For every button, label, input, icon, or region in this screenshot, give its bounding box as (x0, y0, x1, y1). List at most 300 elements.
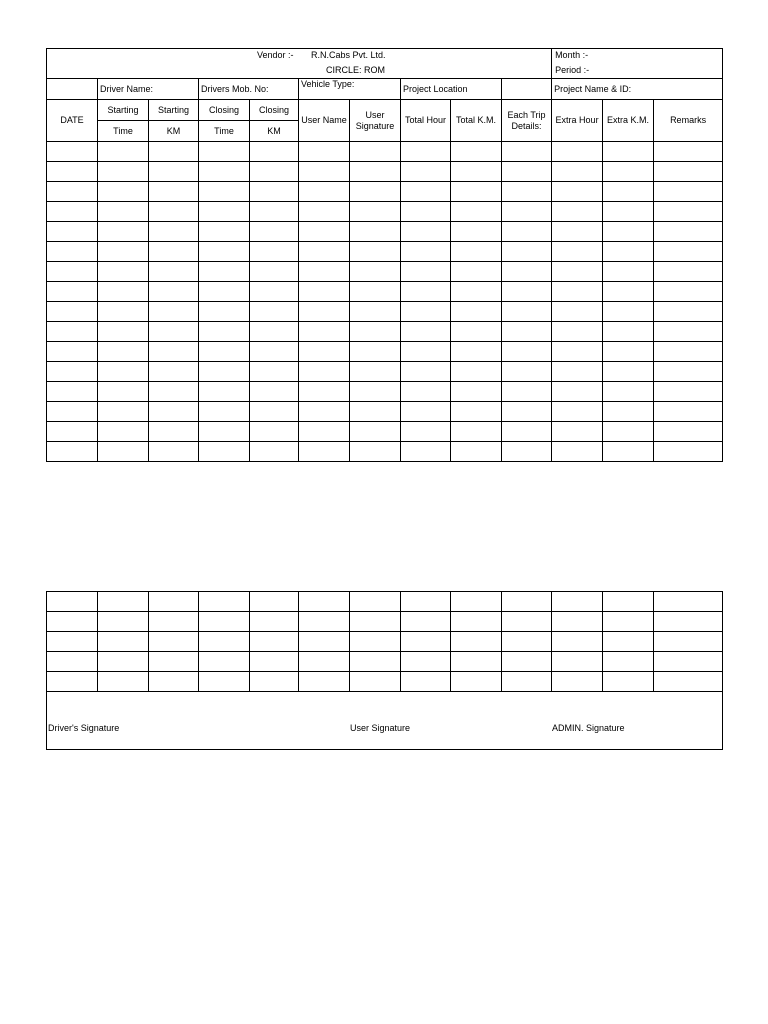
table-cell[interactable] (299, 442, 350, 462)
total-hour-header: Total Hour (401, 100, 451, 142)
table-cell[interactable] (47, 322, 98, 342)
table-cell[interactable] (603, 182, 654, 202)
table-cell[interactable] (199, 202, 250, 222)
table-cell[interactable] (98, 342, 149, 362)
table-cell[interactable] (98, 322, 149, 342)
table-row (47, 672, 723, 692)
table-cell[interactable] (552, 382, 603, 402)
table-cell[interactable] (451, 592, 502, 612)
table-cell[interactable] (350, 442, 401, 462)
table-cell[interactable] (552, 282, 603, 302)
table-cell[interactable] (199, 632, 250, 652)
table-cell[interactable] (149, 362, 199, 382)
table-cell[interactable] (401, 382, 451, 402)
table-cell[interactable] (149, 342, 199, 362)
table-cell[interactable] (98, 182, 149, 202)
table-cell[interactable] (199, 322, 250, 342)
table-cell[interactable] (98, 142, 149, 162)
table-cell[interactable] (149, 182, 199, 202)
table-cell[interactable] (401, 402, 451, 422)
table-cell[interactable] (654, 322, 723, 342)
table-cell[interactable] (250, 422, 299, 442)
table-cell[interactable] (451, 222, 502, 242)
table-row (47, 442, 723, 462)
table-cell[interactable] (552, 202, 603, 222)
table-cell[interactable] (502, 442, 552, 462)
table-cell[interactable] (149, 592, 199, 612)
table-row (47, 202, 723, 222)
table-cell[interactable] (299, 652, 350, 672)
table-cell[interactable] (299, 142, 350, 162)
table-cell[interactable] (552, 672, 603, 692)
table-cell[interactable] (451, 652, 502, 672)
table-cell[interactable] (149, 322, 199, 342)
table-cell[interactable] (250, 242, 299, 262)
table-cell[interactable] (149, 382, 199, 402)
table-cell[interactable] (552, 242, 603, 262)
table-cell[interactable] (250, 382, 299, 402)
time-subheader: Time (199, 121, 250, 142)
table-cell[interactable] (603, 242, 654, 262)
table-cell[interactable] (552, 142, 603, 162)
table-cell[interactable] (350, 202, 401, 222)
table-cell[interactable] (401, 652, 451, 672)
table-cell[interactable] (350, 422, 401, 442)
table-cell[interactable] (47, 342, 98, 362)
table-cell[interactable] (654, 422, 723, 442)
month-period-cell (552, 49, 723, 79)
table-cell[interactable] (149, 222, 199, 242)
table-cell[interactable] (451, 202, 502, 222)
table-cell[interactable] (299, 262, 350, 282)
table-cell[interactable] (199, 302, 250, 322)
table-cell[interactable] (350, 222, 401, 242)
table-cell[interactable] (199, 242, 250, 262)
table-cell[interactable] (149, 442, 199, 462)
table-cell[interactable] (654, 382, 723, 402)
table-cell[interactable] (603, 302, 654, 322)
table-cell[interactable] (502, 672, 552, 692)
user-signature-label: User Signature (350, 723, 411, 733)
remarks-header: Remarks (654, 100, 723, 142)
table-cell[interactable] (654, 302, 723, 322)
table-cell[interactable] (98, 632, 149, 652)
table-cell[interactable] (299, 282, 350, 302)
table-cell[interactable] (199, 422, 250, 442)
table-cell[interactable] (603, 162, 654, 182)
table-cell[interactable] (149, 242, 199, 262)
table-cell[interactable] (603, 342, 654, 362)
table-cell[interactable] (654, 142, 723, 162)
table-cell[interactable] (350, 402, 401, 422)
table-cell[interactable] (299, 592, 350, 612)
table-cell[interactable] (98, 242, 149, 262)
table-cell[interactable] (250, 592, 299, 612)
table-cell[interactable] (603, 402, 654, 422)
table-cell[interactable] (603, 422, 654, 442)
table-cell[interactable] (401, 242, 451, 262)
table-cell[interactable] (250, 362, 299, 382)
table-cell[interactable] (603, 382, 654, 402)
table-cell[interactable] (603, 222, 654, 242)
table-cell[interactable] (47, 652, 98, 672)
table-cell[interactable] (98, 282, 149, 302)
table-cell[interactable] (299, 242, 350, 262)
table-cell[interactable] (299, 202, 350, 222)
table-cell[interactable] (603, 592, 654, 612)
table-cell[interactable] (451, 612, 502, 632)
date-header: DATE (47, 100, 98, 142)
table-cell[interactable] (502, 162, 552, 182)
table-cell[interactable] (502, 422, 552, 442)
circle-label: CIRCLE: ROM (326, 65, 386, 75)
table-cell[interactable] (47, 422, 98, 442)
table-cell[interactable] (98, 162, 149, 182)
table-cell[interactable] (502, 652, 552, 672)
table-cell[interactable] (654, 632, 723, 652)
table-cell[interactable] (350, 182, 401, 202)
table-cell[interactable] (98, 592, 149, 612)
table-cell[interactable] (299, 612, 350, 632)
table-cell[interactable] (451, 302, 502, 322)
table-cell[interactable] (250, 342, 299, 362)
table-cell[interactable] (250, 672, 299, 692)
table-cell[interactable] (502, 632, 552, 652)
drivers-mob-cell: Drivers Mob. No: (199, 79, 299, 100)
table-cell[interactable] (47, 222, 98, 242)
table-cell[interactable] (401, 362, 451, 382)
table-cell[interactable] (199, 612, 250, 632)
table-cell[interactable] (98, 222, 149, 242)
table-cell[interactable] (654, 362, 723, 382)
table-cell[interactable] (401, 202, 451, 222)
table-cell[interactable] (502, 382, 552, 402)
table-cell[interactable] (552, 322, 603, 342)
table-cell[interactable] (552, 592, 603, 612)
table-cell[interactable] (350, 142, 401, 162)
table-cell[interactable] (199, 182, 250, 202)
time-subheader: Time (98, 121, 149, 142)
table-cell[interactable] (654, 242, 723, 262)
table-cell[interactable] (149, 672, 199, 692)
table-cell[interactable] (401, 342, 451, 362)
table-cell[interactable] (47, 182, 98, 202)
table-cell[interactable] (350, 632, 401, 652)
table-cell[interactable] (250, 202, 299, 222)
table-cell[interactable] (98, 362, 149, 382)
table-cell[interactable] (451, 382, 502, 402)
table-cell[interactable] (654, 222, 723, 242)
admin-signature-label: ADMIN. Signature (552, 723, 625, 733)
table-cell[interactable] (451, 242, 502, 262)
table-cell[interactable] (451, 142, 502, 162)
table-cell[interactable] (451, 442, 502, 462)
table-cell[interactable] (451, 362, 502, 382)
table-cell[interactable] (654, 182, 723, 202)
table-cell[interactable] (149, 302, 199, 322)
table-cell[interactable] (250, 182, 299, 202)
table-cell[interactable] (552, 222, 603, 242)
table-cell[interactable] (603, 262, 654, 282)
table-cell[interactable] (552, 342, 603, 362)
table-cell[interactable] (451, 322, 502, 342)
table-cell[interactable] (401, 612, 451, 632)
table-cell[interactable] (350, 382, 401, 402)
table-cell[interactable] (149, 422, 199, 442)
table-cell[interactable] (350, 242, 401, 262)
table-cell[interactable] (149, 162, 199, 182)
table-cell[interactable] (401, 162, 451, 182)
table-cell[interactable] (350, 282, 401, 302)
table-cell[interactable] (299, 322, 350, 342)
table-cell[interactable] (401, 282, 451, 302)
table-cell[interactable] (47, 282, 98, 302)
table-cell[interactable] (502, 362, 552, 382)
table-cell[interactable] (603, 282, 654, 302)
table-row (47, 362, 723, 382)
table-cell[interactable] (451, 342, 502, 362)
table-cell[interactable] (552, 612, 603, 632)
table-cell[interactable] (47, 202, 98, 222)
table-cell[interactable] (552, 422, 603, 442)
table-cell[interactable] (502, 322, 552, 342)
table-row (47, 262, 723, 282)
table-cell[interactable] (552, 652, 603, 672)
table-cell[interactable] (350, 652, 401, 672)
table-cell[interactable] (98, 302, 149, 322)
table-cell[interactable] (401, 302, 451, 322)
table-cell[interactable] (502, 612, 552, 632)
vendor-cell (47, 49, 552, 79)
table-cell[interactable] (299, 402, 350, 422)
table-cell[interactable] (250, 632, 299, 652)
table-cell[interactable] (350, 672, 401, 692)
table-cell[interactable] (199, 442, 250, 462)
table-cell[interactable] (47, 442, 98, 462)
table-cell[interactable] (603, 652, 654, 672)
table-cell[interactable] (502, 142, 552, 162)
table-cell[interactable] (47, 592, 98, 612)
table-cell[interactable] (552, 442, 603, 462)
table-cell[interactable] (401, 142, 451, 162)
table-cell[interactable] (552, 302, 603, 322)
table-cell[interactable] (98, 652, 149, 672)
table-cell[interactable] (199, 672, 250, 692)
table-cell[interactable] (451, 422, 502, 442)
table-cell[interactable] (250, 322, 299, 342)
table-cell[interactable] (603, 442, 654, 462)
table-cell[interactable] (250, 222, 299, 242)
total-km-header: Total K.M. (451, 100, 502, 142)
table-cell[interactable] (603, 322, 654, 342)
table-cell[interactable] (250, 302, 299, 322)
table-cell[interactable] (199, 652, 250, 672)
table-cell[interactable] (98, 262, 149, 282)
table-cell[interactable] (250, 162, 299, 182)
table-cell[interactable] (401, 322, 451, 342)
table-cell[interactable] (401, 442, 451, 462)
table-cell[interactable] (299, 422, 350, 442)
table-cell[interactable] (451, 632, 502, 652)
table-row (47, 162, 723, 182)
table-cell[interactable] (149, 202, 199, 222)
table-cell[interactable] (401, 182, 451, 202)
table-cell[interactable] (603, 142, 654, 162)
table-cell[interactable] (149, 142, 199, 162)
table-cell[interactable] (552, 632, 603, 652)
table-cell[interactable] (299, 382, 350, 402)
table-cell[interactable] (250, 442, 299, 462)
table-cell[interactable] (299, 222, 350, 242)
table-row (47, 402, 723, 422)
table-cell[interactable] (47, 362, 98, 382)
table-cell[interactable] (502, 222, 552, 242)
table-cell[interactable] (98, 442, 149, 462)
table-cell[interactable] (47, 242, 98, 262)
table-cell[interactable] (199, 262, 250, 282)
table-cell[interactable] (250, 612, 299, 632)
table-cell[interactable] (47, 382, 98, 402)
table-cell[interactable] (47, 142, 98, 162)
table-cell[interactable] (401, 592, 451, 612)
table-cell[interactable] (199, 162, 250, 182)
table-cell[interactable] (654, 442, 723, 462)
table-cell[interactable] (250, 402, 299, 422)
table-cell[interactable] (350, 362, 401, 382)
table-cell[interactable] (250, 142, 299, 162)
table-cell[interactable] (47, 162, 98, 182)
table-cell[interactable] (603, 202, 654, 222)
table-cell[interactable] (451, 402, 502, 422)
table-cell[interactable] (350, 612, 401, 632)
table-cell[interactable] (552, 182, 603, 202)
vehicle-type-cell: Vehicle Type: (299, 79, 401, 100)
table-cell[interactable] (98, 402, 149, 422)
extra-hour-header: Extra Hour (552, 100, 603, 142)
table-cell[interactable] (350, 592, 401, 612)
table-cell[interactable] (199, 382, 250, 402)
table-cell[interactable] (451, 282, 502, 302)
closing-time-header: Closing (199, 100, 250, 121)
table-cell[interactable] (149, 612, 199, 632)
table-cell[interactable] (603, 632, 654, 652)
table-cell[interactable] (149, 632, 199, 652)
table-cell[interactable] (502, 592, 552, 612)
table-cell[interactable] (502, 282, 552, 302)
table-cell[interactable] (47, 612, 98, 632)
table-cell[interactable] (401, 672, 451, 692)
table-cell[interactable] (98, 422, 149, 442)
table-cell[interactable] (299, 672, 350, 692)
table-cell[interactable] (299, 342, 350, 362)
table-cell[interactable] (654, 402, 723, 422)
table-cell[interactable] (502, 202, 552, 222)
table-cell[interactable] (98, 202, 149, 222)
table-cell[interactable] (401, 222, 451, 242)
table-cell[interactable] (47, 402, 98, 422)
table-cell[interactable] (654, 282, 723, 302)
table-cell[interactable] (149, 262, 199, 282)
table-cell[interactable] (502, 302, 552, 322)
table-cell[interactable] (250, 262, 299, 282)
table-cell[interactable] (250, 652, 299, 672)
driver-name-cell: Driver Name: (98, 79, 199, 100)
table-cell[interactable] (451, 162, 502, 182)
table-cell[interactable] (401, 632, 451, 652)
table-cell[interactable] (654, 202, 723, 222)
table-cell[interactable] (654, 262, 723, 282)
table-cell[interactable] (603, 612, 654, 632)
table-cell[interactable] (350, 262, 401, 282)
table-cell[interactable] (654, 612, 723, 632)
table-cell[interactable] (502, 402, 552, 422)
table-cell[interactable] (552, 362, 603, 382)
table-cell[interactable] (502, 242, 552, 262)
table-cell[interactable] (199, 342, 250, 362)
log-sheet-table (46, 48, 723, 462)
table-cell[interactable] (149, 282, 199, 302)
table-cell[interactable] (654, 162, 723, 182)
table-cell[interactable] (350, 162, 401, 182)
table-cell[interactable] (299, 632, 350, 652)
vendor-name: R.N.Cabs Pvt. Ltd. (311, 50, 386, 60)
table-cell[interactable] (199, 402, 250, 422)
table-row (47, 182, 723, 202)
table-cell[interactable] (98, 382, 149, 402)
table-cell[interactable] (299, 362, 350, 382)
table-cell[interactable] (401, 422, 451, 442)
table-cell[interactable] (299, 302, 350, 322)
table-cell[interactable] (654, 672, 723, 692)
table-cell[interactable] (552, 402, 603, 422)
table-cell[interactable] (654, 342, 723, 362)
table-cell[interactable] (350, 342, 401, 362)
table-cell[interactable] (199, 142, 250, 162)
table-cell[interactable] (250, 282, 299, 302)
table-cell[interactable] (350, 322, 401, 342)
table-cell[interactable] (603, 672, 654, 692)
driver-signature-label: Driver's Signature (48, 723, 120, 733)
table-cell[interactable] (199, 222, 250, 242)
table-cell[interactable] (451, 182, 502, 202)
table-cell[interactable] (451, 262, 502, 282)
table-cell[interactable] (199, 282, 250, 302)
table-cell[interactable] (299, 162, 350, 182)
table-cell[interactable] (350, 302, 401, 322)
table-cell[interactable] (603, 362, 654, 382)
table-cell[interactable] (299, 182, 350, 202)
table-cell[interactable] (47, 632, 98, 652)
table-cell[interactable] (47, 672, 98, 692)
table-cell[interactable] (401, 262, 451, 282)
table-cell[interactable] (552, 262, 603, 282)
table-cell[interactable] (199, 592, 250, 612)
table-cell[interactable] (149, 402, 199, 422)
table-cell[interactable] (47, 302, 98, 322)
table-cell[interactable] (654, 652, 723, 672)
table-cell[interactable] (199, 362, 250, 382)
table-cell[interactable] (552, 162, 603, 182)
table-cell[interactable] (502, 262, 552, 282)
table-cell[interactable] (451, 672, 502, 692)
table-cell[interactable] (149, 652, 199, 672)
table-cell[interactable] (47, 262, 98, 282)
table-cell[interactable] (98, 672, 149, 692)
table-cell[interactable] (98, 612, 149, 632)
table-cell[interactable] (502, 342, 552, 362)
table-cell[interactable] (502, 182, 552, 202)
table-cell[interactable] (654, 592, 723, 612)
